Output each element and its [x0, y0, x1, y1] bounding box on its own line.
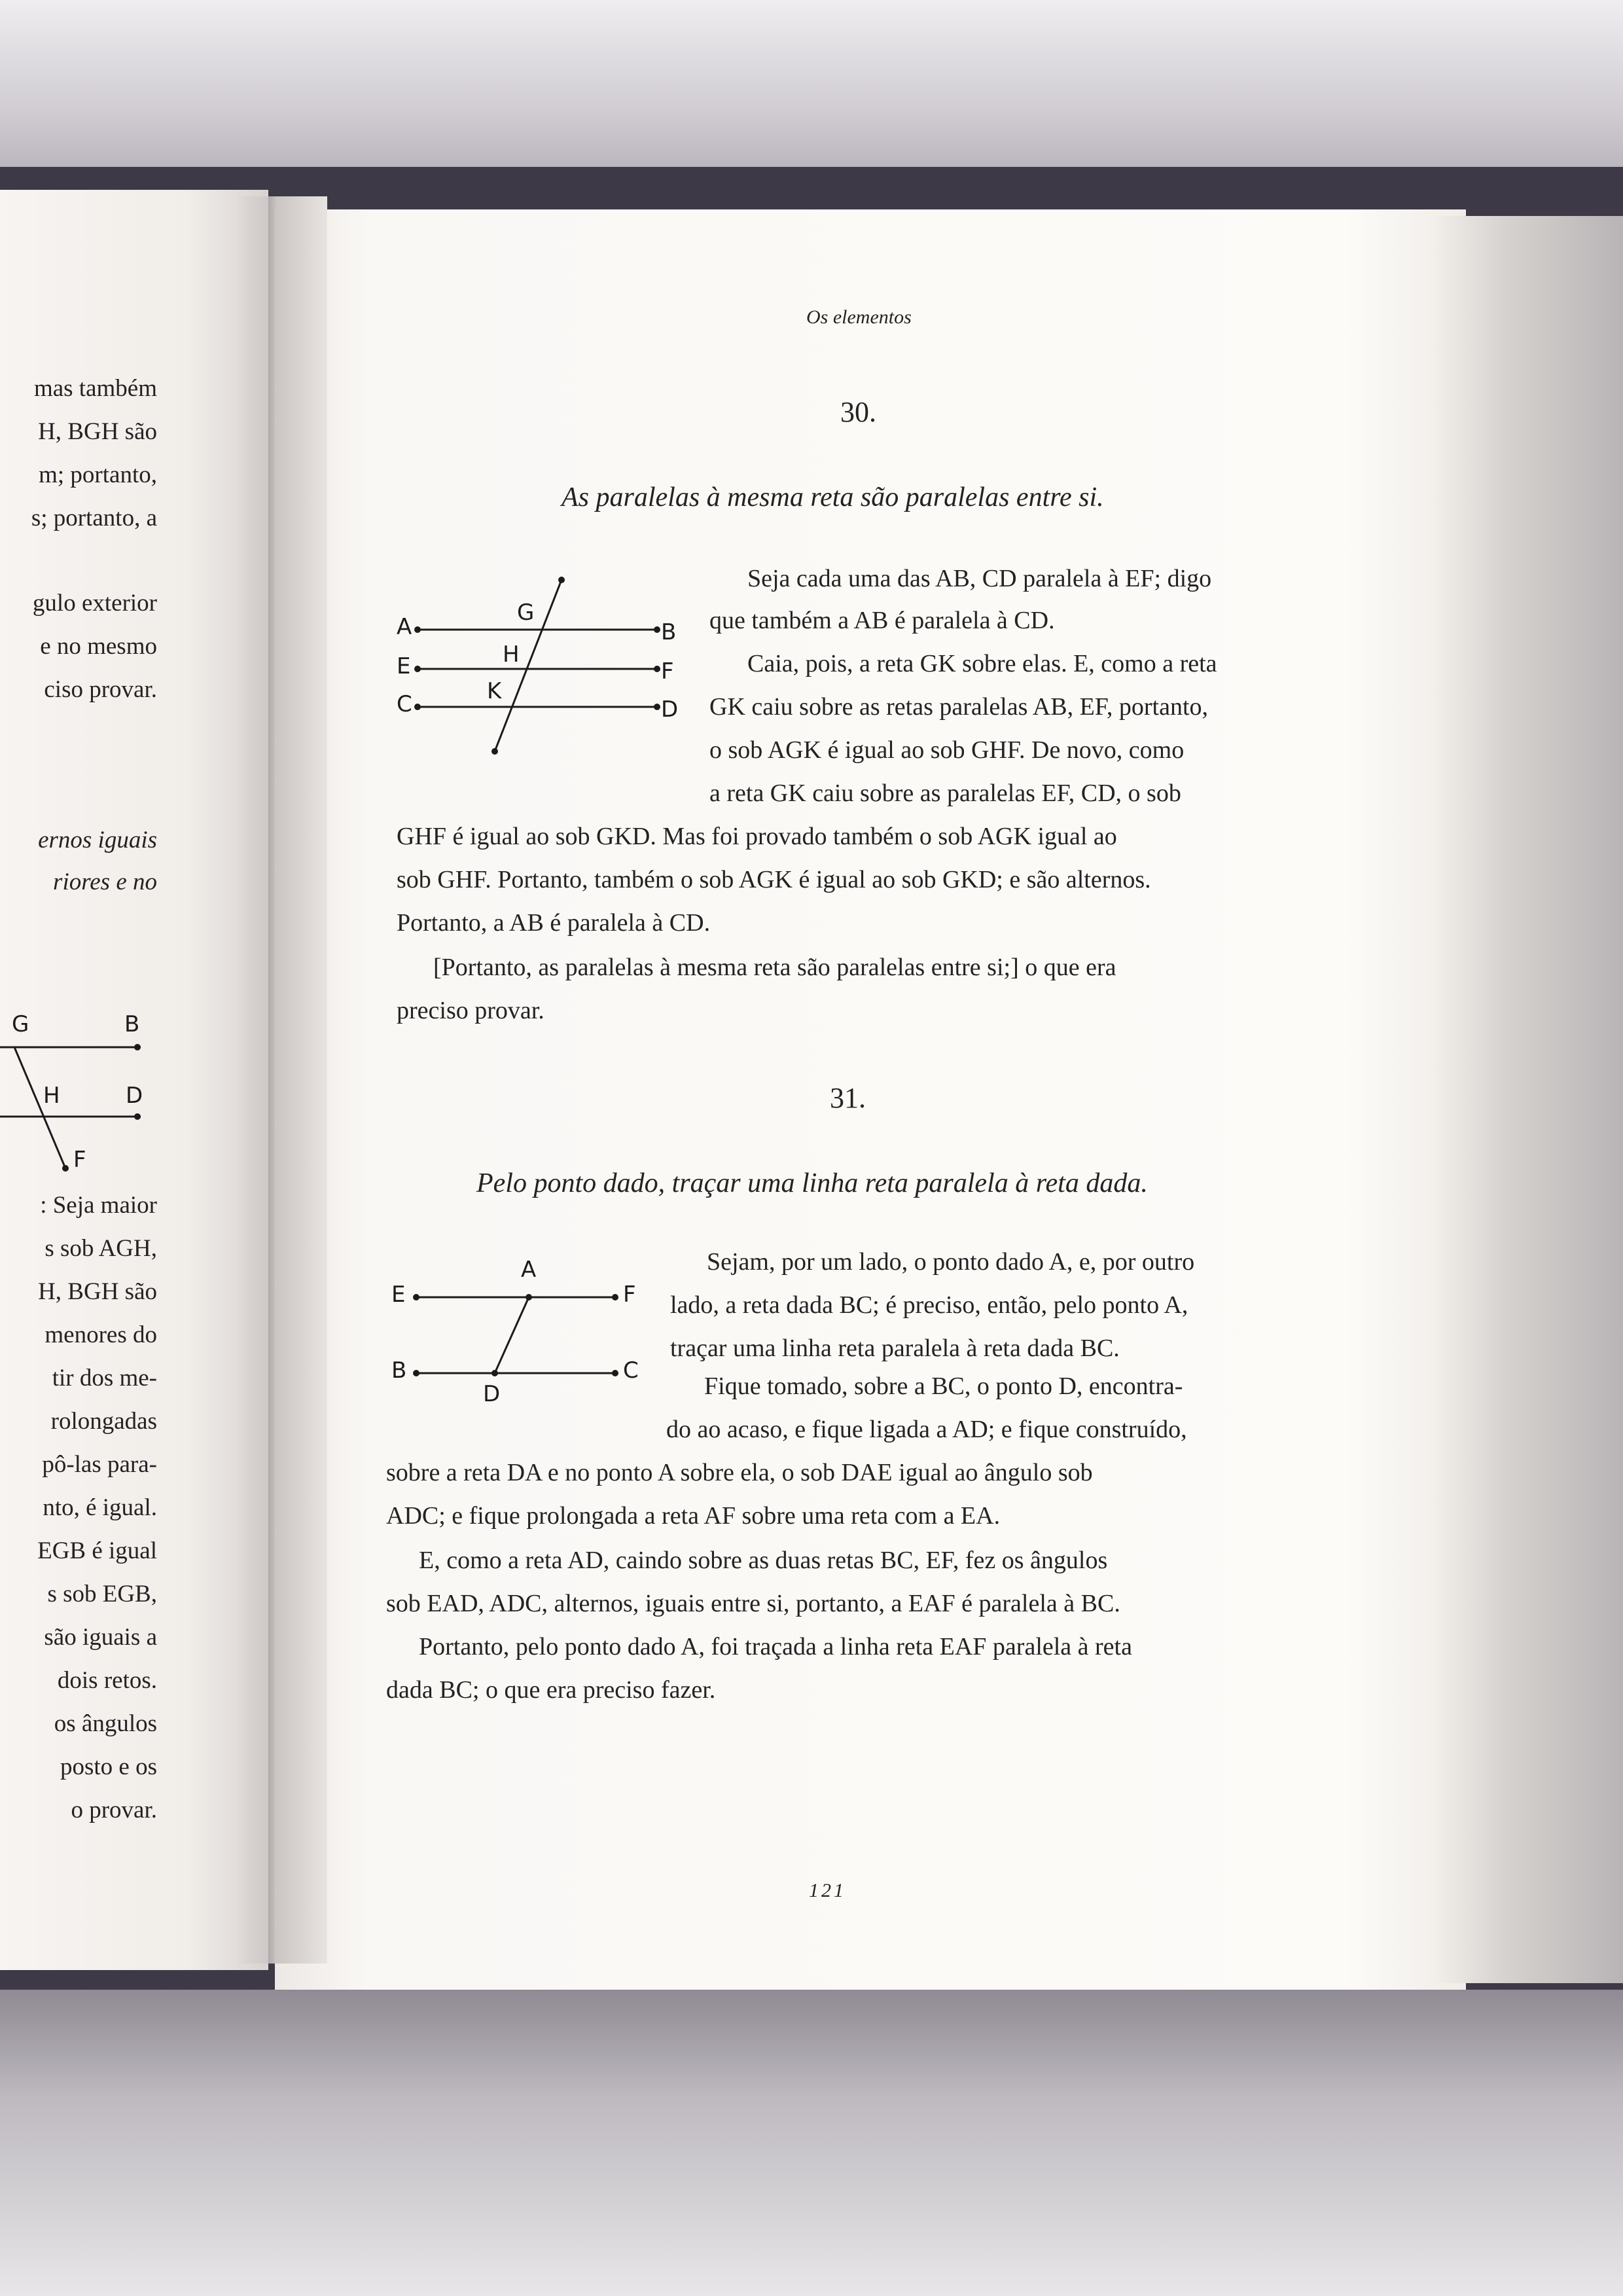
left-line: pô-las para-: [42, 1451, 157, 1478]
figure-label-c: C: [623, 1357, 639, 1384]
text-line: sob GHF. Portanto, também o sob AGK é igual ao sob GKD; e são alternos.: [397, 866, 1151, 893]
running-head: Os elementos: [806, 306, 912, 328]
left-line: ernos iguais: [38, 827, 157, 853]
figure-label-f: F: [661, 658, 674, 685]
left-line: os ângulos: [54, 1710, 157, 1737]
proposition-statement: Pelo ponto dado, traçar uma linha reta paralela à reta dada.: [476, 1168, 1148, 1198]
left-line: : Seja maior: [40, 1192, 157, 1219]
figure-label-d: D: [126, 1083, 143, 1109]
text-line: [Portanto, as paralelas à mesma reta são paralelas entre si;] o que era: [433, 954, 1116, 981]
text-line: que também a AB é paralela à CD.: [709, 607, 1055, 634]
figure-point: [491, 1370, 498, 1376]
figure-point: [612, 1370, 618, 1376]
figure-label-a: A: [521, 1257, 537, 1283]
text-line: GK caiu sobre as retas paralelas AB, EF, portanto,: [709, 693, 1209, 721]
figure-label-h: H: [503, 641, 520, 668]
text-line: ADC; e fique prolongada a reta AF sobre uma reta com a EA.: [386, 1502, 1001, 1530]
text-line: Portanto, pelo ponto dado A, foi traçada a linha reta EAF paralela à reta: [419, 1633, 1132, 1660]
left-line: nto, é igual.: [43, 1494, 157, 1521]
text-line: dada BC; o que era preciso fazer.: [386, 1676, 716, 1704]
text-line: sobre a reta DA e no ponto A sobre ela, o sob DAE igual ao ângulo sob: [386, 1459, 1093, 1486]
figure-line-ad: [495, 1297, 529, 1373]
text-line: lado, a reta dada BC; é preciso, então, pelo ponto A,: [670, 1291, 1188, 1319]
figure-label-d: D: [483, 1381, 501, 1407]
left-line: tir dos me-: [52, 1365, 157, 1391]
text-line: a reta GK caiu sobre as paralelas EF, CD, o sob: [709, 780, 1181, 807]
left-line: riores e no: [53, 869, 157, 895]
page-number: 121: [809, 1880, 846, 1901]
proposition-number: 31.: [830, 1082, 866, 1114]
proposition-statement: As paralelas à mesma reta são paralelas entre si.: [562, 482, 1104, 512]
left-line: EGB é igual: [37, 1537, 157, 1564]
text-line: Seja cada uma das AB, CD paralela à EF; digo: [747, 565, 1212, 592]
text-line: Fique tomado, sobre a BC, o ponto D, encontra-: [704, 1372, 1183, 1400]
left-line: menores do: [45, 1321, 157, 1348]
left-line: mas também: [33, 375, 157, 402]
figure-label-k: K: [487, 678, 502, 704]
figure-point: [413, 1294, 419, 1300]
left-line: dois retos.: [57, 1667, 157, 1694]
figure-label-c: C: [397, 691, 412, 717]
proposition-number: 30.: [840, 396, 876, 428]
figure-label-h: H: [43, 1083, 60, 1109]
text-line: preciso provar.: [397, 997, 544, 1024]
left-line: são iguais a: [44, 1624, 157, 1651]
left-line: ciso provar.: [44, 676, 157, 703]
text-line: do ao acaso, e fique ligada a AD; e fique construído,: [666, 1416, 1187, 1443]
figure-label-e: E: [397, 653, 411, 679]
figure-point: [526, 1294, 532, 1300]
figure-label-b: B: [391, 1357, 407, 1384]
figure-label-f: F: [623, 1282, 636, 1308]
text-line: o sob AGK é igual ao sob GHF. De novo, como: [709, 736, 1185, 764]
figure-point: [612, 1294, 618, 1300]
text-line: Portanto, a AB é paralela à CD.: [397, 909, 711, 937]
figure-label-b: B: [661, 619, 677, 645]
figure-label-d: D: [661, 696, 679, 723]
left-line: H, BGH são: [38, 418, 157, 445]
figure-label-b: B: [124, 1011, 140, 1037]
text-line: traçar uma linha reta paralela à reta dada BC.: [670, 1335, 1120, 1362]
left-line: s; portanto, a: [31, 505, 157, 531]
left-line: o provar.: [71, 1797, 157, 1823]
figure-label-e: E: [391, 1282, 406, 1308]
figure-label-f: F: [73, 1147, 86, 1173]
text-line: GHF é igual ao sob GKD. Mas foi provado também o sob AGK igual ao: [397, 823, 1117, 850]
left-line: H, BGH são: [38, 1278, 157, 1305]
left-line: m; portanto,: [39, 461, 157, 488]
left-line: rolongadas: [50, 1408, 157, 1435]
figure-label-g: G: [12, 1011, 29, 1037]
text-line: sob EAD, ADC, alternos, iguais entre si, portanto, a EAF é paralela à BC.: [386, 1590, 1120, 1617]
figure-label-g: G: [517, 600, 535, 626]
text-line: Caia, pois, a reta GK sobre elas. E, como a reta: [747, 650, 1217, 677]
left-line: posto e os: [60, 1753, 157, 1780]
figure-point: [413, 1370, 419, 1376]
left-line: s sob AGH,: [45, 1235, 157, 1262]
left-line: gulo exterior: [32, 590, 157, 617]
left-line: s sob EGB,: [47, 1581, 157, 1607]
text-line: Sejam, por um lado, o ponto dado A, e, por outro: [707, 1248, 1195, 1276]
text-line: E, como a reta AD, caindo sobre as duas retas BC, EF, fez os ângulos: [419, 1547, 1108, 1574]
figure-label-a: A: [397, 614, 412, 640]
left-line: e no mesmo: [40, 633, 157, 660]
